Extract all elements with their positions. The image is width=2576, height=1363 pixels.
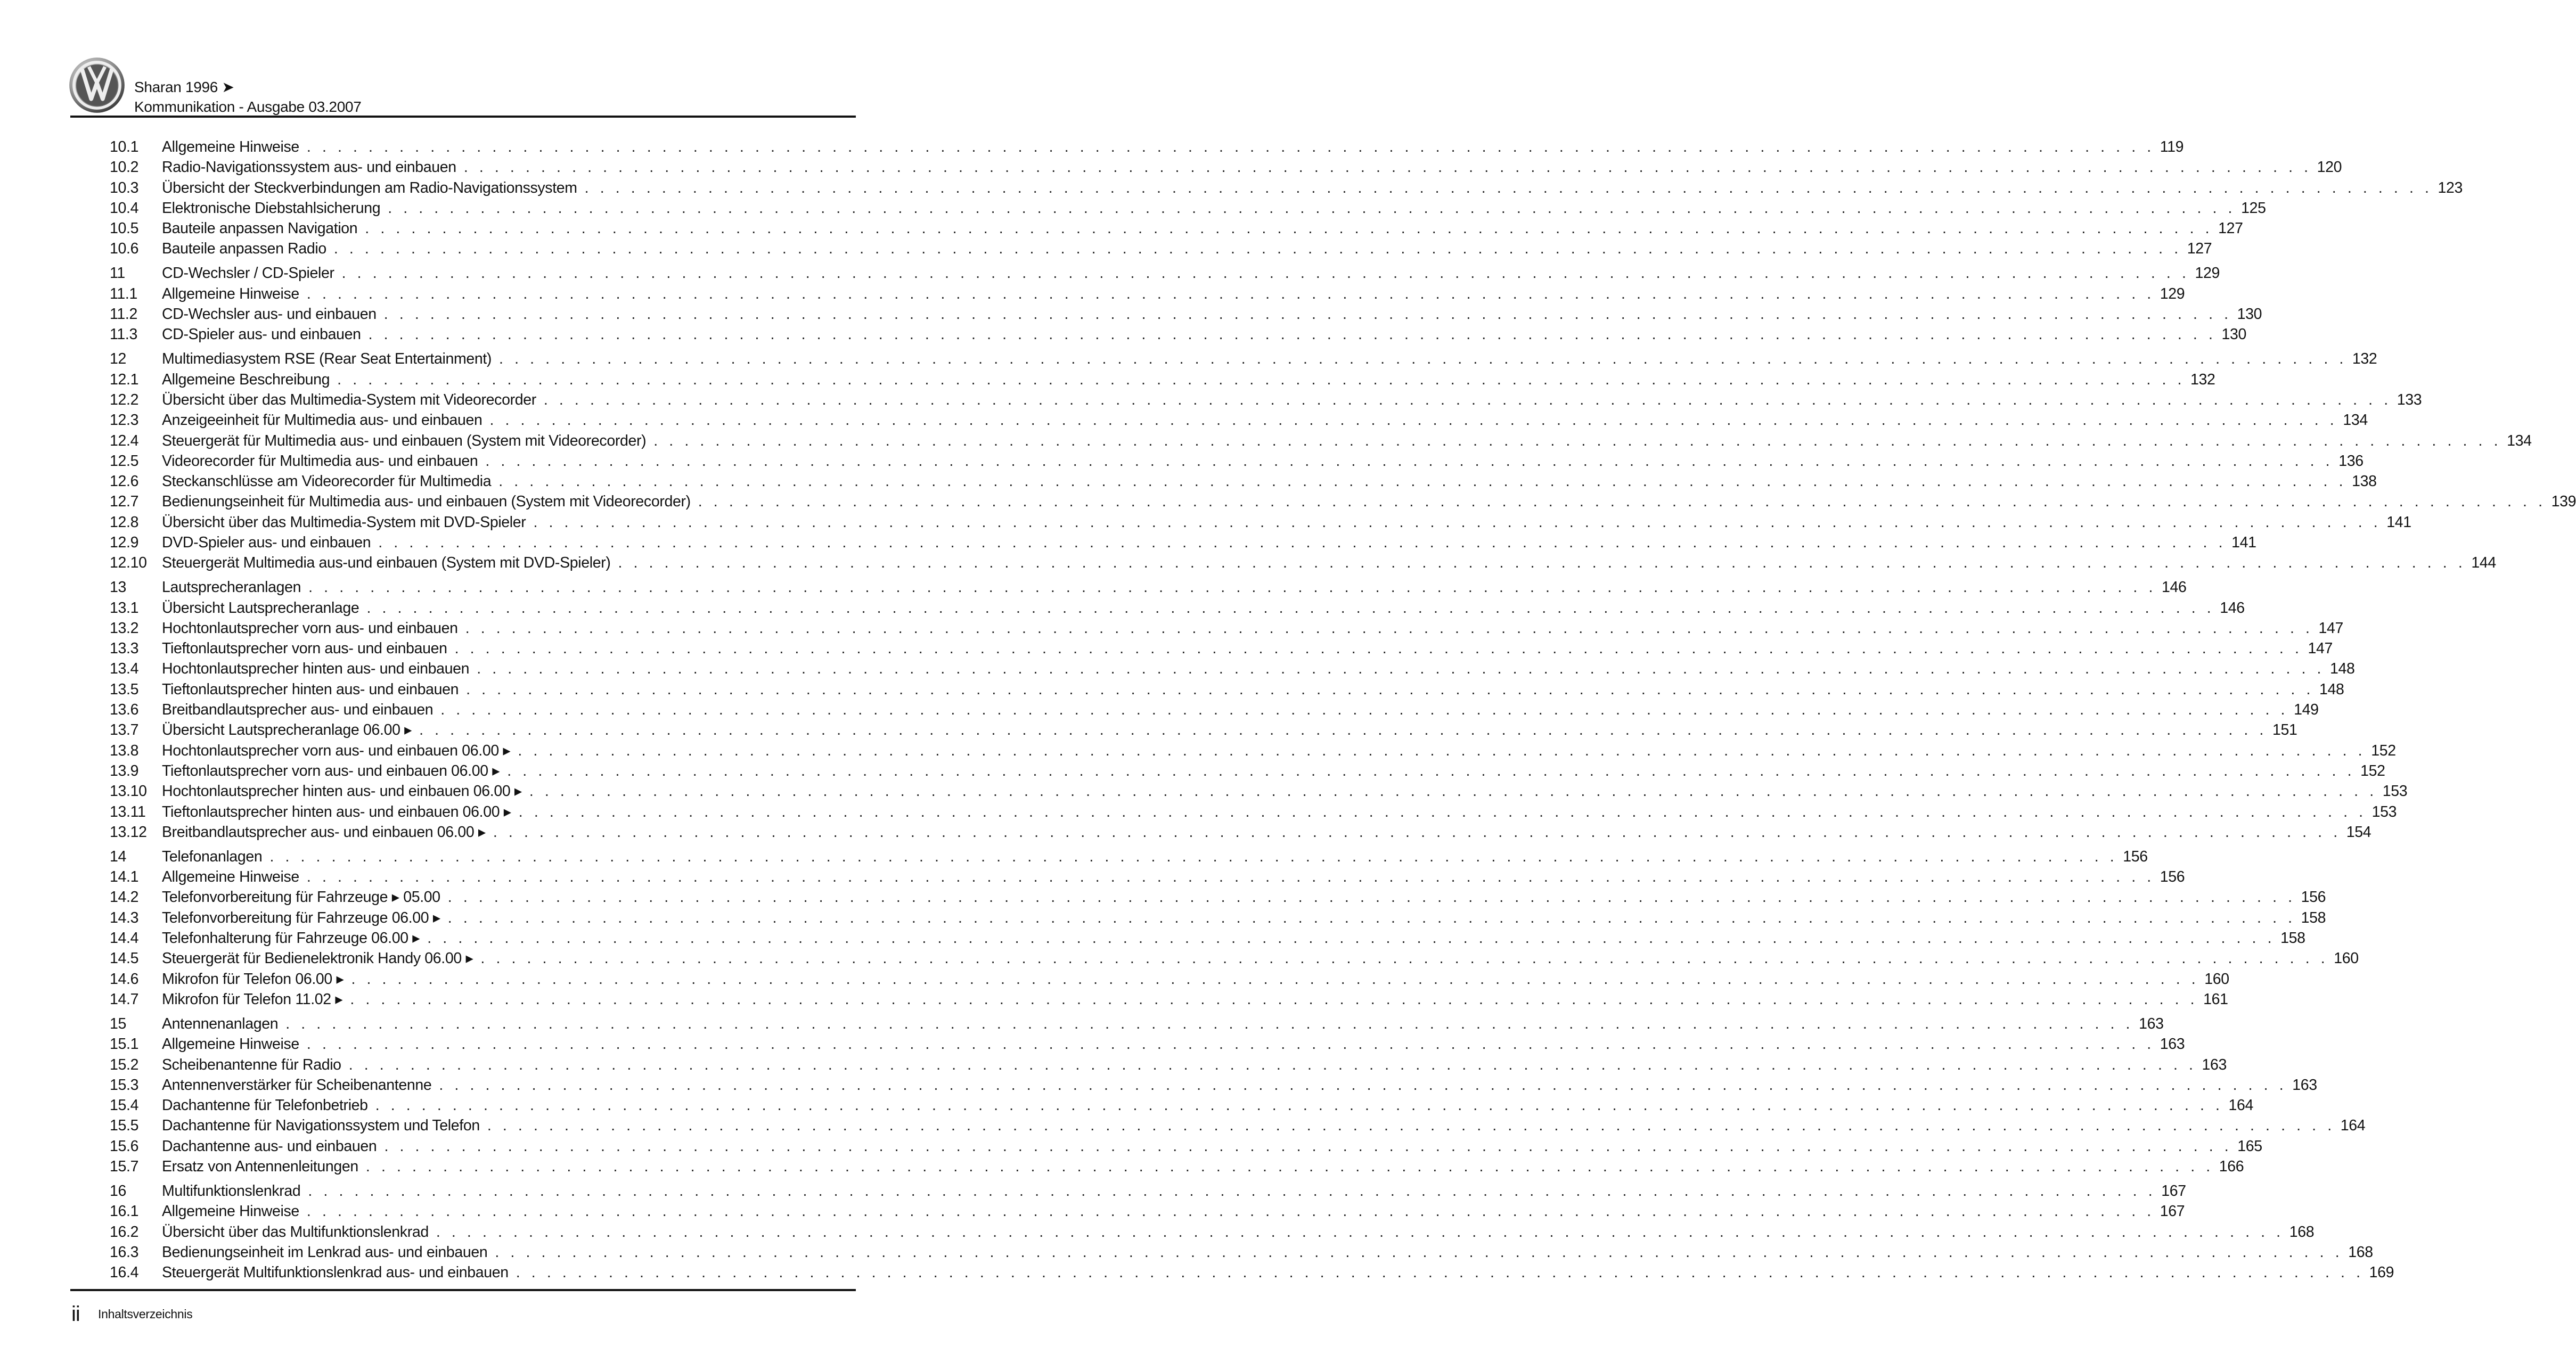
toc-entry[interactable] xyxy=(110,989,2228,1009)
toc-entry[interactable] xyxy=(110,491,2576,512)
toc-section-number: 16.4 xyxy=(110,1264,139,1282)
toc-section-number: 15.7 xyxy=(110,1157,139,1175)
toc-section-number: 15 xyxy=(110,1015,127,1032)
toc-section-title: Bedienungseinheit für Multimedia aus- und einbauen (System mit Videorecorder) xyxy=(162,493,691,511)
toc-entry[interactable] xyxy=(110,598,2245,618)
toc-entry[interactable] xyxy=(110,638,2333,659)
toc-section-number: 10.4 xyxy=(110,199,139,217)
page-number: ii xyxy=(71,1302,80,1326)
toc-section-title: Breitbandlautsprecher aus- und einbauen 06.00 ▸ xyxy=(162,823,486,841)
toc-section-title: Tieftonlautsprecher hinten aus- und einbauen 06.00 ▸ xyxy=(162,803,511,820)
toc-section-title: Bauteile anpassen Radio xyxy=(162,240,326,258)
toc-entry[interactable] xyxy=(110,390,2422,410)
toc-section-title: Ersatz von Antennenleitungen xyxy=(162,1157,358,1175)
toc-section-title: Übersicht der Steckverbindungen am Radio-Navigationssystem xyxy=(162,179,577,196)
toc-section-title: Übersicht Lautsprecheranlage 06.00 ▸ xyxy=(162,721,412,739)
dot-leader: . . . . . . . . . . . . . . . . . . . . . . . . . . . . . . . . . . . . . . . . . . . . . . . . . . . . . . . . . . . . . . . . . . . . . . . . . . . . . . . . . . . . . . . . . . . . . . . . . . . . . . . . . . . . . . . . . . . . . . . . xyxy=(516,1264,2364,1282)
dot-leader: . . . . . . . . . . . . . . . . . . . . . . . . . . . . . . . . . . . . . . . . . . . . . . . . . . . . . . . . . . . . . . . . . . . . . . . . . . . . . . . . . . . . . . . . . . . . . . . . . . . . . . . . . . . . . . . . . . . . . . . . xyxy=(365,1157,2214,1175)
toc-entry[interactable] xyxy=(110,720,2297,740)
toc-section-title: Allgemeine Beschreibung xyxy=(162,371,330,388)
toc-page-number: 138 xyxy=(2352,473,2377,490)
toc-page-number: 160 xyxy=(2204,970,2229,988)
toc-page-number: 158 xyxy=(2301,909,2326,926)
dot-leader: . . . . . . . . . . . . . . . . . . . . . . . . . . . . . . . . . . . . . . . . . . . . . . . . . . . . . . . . . . . . . . . . . . . . . . . . . . . . . . . . . . . . . . . . . . . . . . . . . . . . . . . . . . . . . . . . . . . . . . . . xyxy=(384,1137,2232,1155)
dot-leader: . . . . . . . . . . . . . . . . . . . . . . . . . . . . . . . . . . . . . . . . . . . . . . . . . . . . . . . . . . . . . . . . . . . . . . . . . . . . . . . . . . . . . . . . . . . . . . . . . . . . . . . . . . . . . . . . . . . . . . . . xyxy=(487,1117,2335,1135)
toc-page-number: 156 xyxy=(2160,868,2185,886)
toc-chapter-entry[interactable] xyxy=(110,1014,2164,1034)
toc-page-number: 132 xyxy=(2352,350,2377,368)
toc-page-number: 127 xyxy=(2187,240,2212,258)
toc-chapter-entry[interactable] xyxy=(110,1181,2186,1201)
toc-section-number: 14.4 xyxy=(110,930,139,947)
toc-section-title: Allgemeine Hinweise xyxy=(162,1203,299,1220)
toc-page-number: 163 xyxy=(2202,1056,2227,1073)
dot-leader: . . . . . . . . . . . . . . . . . . . . . . . . . . . . . . . . . . . . . . . . . . . . . . . . . . . . . . . . . . . . . . . . . . . . . . . . . . . . . . . . . . . . . . . . . . . . . . . . . . . . . . . . . . . . . . . . . . . . . . . . xyxy=(493,823,2341,841)
toc-section-number: 13.2 xyxy=(110,619,139,637)
dot-leader: . . . . . . . . . . . . . . . . . . . . . . . . . . . . . . . . . . . . . . . . . . . . . . . . . . . . . . . . . . . . . . . . . . . . . . . . . . . . . . . . . . . . . . . . . . . . . . . . . . . . . . . . . . . . . . . . . . . . . . . . xyxy=(350,990,2198,1008)
toc-section-title: Anzeigeeinheit für Multimedia aus- und einbauen xyxy=(162,412,483,429)
toc-section-number: 15.5 xyxy=(110,1117,139,1135)
toc-chapter-entry[interactable] xyxy=(110,349,2377,369)
toc-section-title: Übersicht über das Multimedia-System mit DVD-Spieler xyxy=(162,513,526,531)
toc-page-number: 148 xyxy=(2330,660,2355,678)
toc-section-number: 12.3 xyxy=(110,412,139,429)
dot-leader: . . . . . . . . . . . . . . . . . . . . . . . . . . . . . . . . . . . . . . . . . . . . . . . . . . . . . . . . . . . . . . . . . . . . . . . . . . . . . . . . . . . . . . . . . . . . . . . . . . . . . . . . . . . . . . . . . . . . . . . . xyxy=(375,1097,2223,1114)
toc-section-number: 14.5 xyxy=(110,950,139,967)
toc-section-number: 10.1 xyxy=(110,138,139,155)
toc-section-number: 10.3 xyxy=(110,179,139,196)
toc-section-number: 11.1 xyxy=(110,285,137,302)
toc-section-title: Allgemeine Hinweise xyxy=(162,868,299,886)
dot-leader: . . . . . . . . . . . . . . . . . . . . . . . . . . . . . . . . . . . . . . . . . . . . . . . . . . . . . . . . . . . . . . . . . . . . . . . . . . . . . . . . . . . . . . . . . . . . . . . . . . . . . . . . . . . . . . . . . . . . . . . . xyxy=(337,371,2186,388)
toc-section-number: 13.11 xyxy=(110,803,146,820)
toc-page-number: 133 xyxy=(2397,391,2422,408)
dot-leader: . . . . . . . . . . . . . . . . . . . . . . . . . . . . . . . . . . . . . . . . . . . . . . . . . . . . . . . . . . . . . . . . . . . . . . . . . . . . . . . . . . . . . . . . . . . . . . . . . . . . . . . . . . . . . . . . . . . . . . . . xyxy=(308,1182,2156,1200)
table-of-contents xyxy=(110,137,2576,1283)
toc-section-title: Hochtonlautsprecher vorn aus- und einbauen xyxy=(162,619,458,637)
toc-section-title: Hochtonlautsprecher hinten aus- und einbauen xyxy=(162,660,470,678)
dot-leader: . . . . . . . . . . . . . . . . . . . . . . . . . . . . . . . . . . . . . . . . . . . . . . . . . . . . . . . . . . . . . . . . . . . . . . . . . . . . . . . . . . . . . . . . . . . . . . . . . . . . . . . . . . . . . . . . . . . . . . . . xyxy=(518,803,2367,820)
dot-leader: . . . . . . . . . . . . . . . . . . . . . . . . . . . . . . . . . . . . . . . . . . . . . . . . . . . . . . . . . . . . . . . . . . . . . . . . . . . . . . . . . . . . . . . . . . . . . . . . . . . . . . . . . . . . . . . . . . . . . . . . xyxy=(341,265,2190,282)
dot-leader: . . . . . . . . . . . . . . . . . . . . . . . . . . . . . . . . . . . . . . . . . . . . . . . . . . . . . . . . . . . . . . . . . . . . . . . . . . . . . . . . . . . . . . . . . . . . . . . . . . . . . . . . . . . . . . . . . . . . . . . . xyxy=(507,762,2356,779)
toc-chapter-entry[interactable] xyxy=(110,263,2220,283)
toc-page-number: 147 xyxy=(2318,619,2344,637)
toc-section-number: 11 xyxy=(110,265,125,282)
toc-page-number: 119 xyxy=(2160,138,2184,155)
toc-page-number: 120 xyxy=(2317,159,2342,176)
toc-page-number: 154 xyxy=(2346,823,2371,841)
toc-entry[interactable] xyxy=(110,218,2243,239)
toc-section-title: Hochtonlautsprecher hinten aus- und einbauen 06.00 ▸ xyxy=(162,783,522,800)
toc-entry[interactable] xyxy=(110,451,2364,471)
dot-leader: . . . . . . . . . . . . . . . . . . . . . . . . . . . . . . . . . . . . . . . . . . . . . . . . . . . . . . . . . . . . . . . . . . . . . . . . . . . . . . . . . . . . . . . . . . . . . . . . . . . . . . . . . . . . . . . . . . . . . . . . xyxy=(465,619,2313,637)
toc-section-title: Steuergerät für Bedienelektronik Handy 06.00 ▸ xyxy=(162,950,473,967)
toc-section-number: 13.5 xyxy=(110,680,139,698)
toc-section-number: 12.5 xyxy=(110,452,139,470)
dot-leader: . . . . . . . . . . . . . . . . . . . . . . . . . . . . . . . . . . . . . . . . . . . . . . . . . . . . . . . . . . . . . . . . . . . . . . . . . . . . . . . . . . . . . . . . . . . . . . . . . . . . . . . . . . . . . . . . . . . . . . . . xyxy=(306,868,2155,886)
toc-section-number: 11.3 xyxy=(110,326,137,343)
toc-section-title: Steuergerät Multifunktionslenkrad aus- und einbauen xyxy=(162,1264,509,1282)
toc-chapter-entry[interactable] xyxy=(110,847,2148,867)
toc-entry[interactable] xyxy=(110,304,2262,324)
toc-entry[interactable] xyxy=(110,178,2463,198)
toc-entry[interactable] xyxy=(110,1034,2185,1054)
toc-entry[interactable] xyxy=(110,822,2371,842)
dot-leader: . . . . . . . . . . . . . . . . . . . . . . . . . . . . . . . . . . . . . . . . . . . . . . . . . . . . . . . . . . . . . . . . . . . . . . . . . . . . . . . . . . . . . . . . . . . . . . . . . . . . . . . . . . . . . . . . . . . . . . . . xyxy=(306,138,2155,155)
toc-entry[interactable] xyxy=(110,659,2355,679)
toc-page-number: 168 xyxy=(2348,1243,2373,1261)
toc-section-number: 15.3 xyxy=(110,1076,139,1094)
toc-section-title: Telefonvorbereitung für Fahrzeuge ▸ 05.00 xyxy=(162,889,440,906)
toc-entry[interactable] xyxy=(110,198,2266,218)
toc-section-title: Antennenanlagen xyxy=(162,1015,279,1032)
dot-leader: . . . . . . . . . . . . . . . . . . . . . . . . . . . . . . . . . . . . . . . . . . . . . . . . . . . . . . . . . . . . . . . . . . . . . . . . . . . . . . . . . . . . . . . . . . . . . . . . . . . . . . . . . . . . . . . . . . . . . . . . xyxy=(333,240,2182,258)
toc-section-number: 11.2 xyxy=(110,306,137,323)
toc-page-number: 144 xyxy=(2471,554,2496,572)
toc-page-number: 163 xyxy=(2292,1076,2317,1094)
dot-leader: . . . . . . . . . . . . . . . . . . . . . . . . . . . . . . . . . . . . . . . . . . . . . . . . . . . . . . . . . . . . . . . . . . . . . . . . . . . . . . . . . . . . . . . . . . . . . . . . . . . . . . . . . . . . . . . . . . . . . . . . xyxy=(447,909,2296,926)
toc-page-number: 127 xyxy=(2218,220,2243,237)
dot-leader: . . . . . . . . . . . . . . . . . . . . . . . . . . . . . . . . . . . . . . . . . . . . . . . . . . . . . . . . . . . . . . . . . . . . . . . . . . . . . . . . . . . . . . . . . . . . . . . . . . . . . . . . . . . . . . . . . . . . . . . . xyxy=(436,1223,2284,1241)
toc-section-title: Bedienungseinheit im Lenkrad aus- und einbauen xyxy=(162,1243,488,1261)
toc-section-title: Multifunktionslenkrad xyxy=(162,1182,301,1200)
toc-entry[interactable] xyxy=(110,781,2408,801)
toc-entry[interactable] xyxy=(110,532,2256,553)
toc-entry[interactable] xyxy=(110,741,2396,761)
toc-section-title: Tieftonlautsprecher vorn aus- und einbauen 06.00 ▸ xyxy=(162,762,500,779)
dot-leader: . . . . . . . . . . . . . . . . . . . . . . . . . . . . . . . . . . . . . . . . . . . . . . . . . . . . . . . . . . . . . . . . . . . . . . . . . . . . . . . . . . . . . . . . . . . . . . . . . . . . . . . . . . . . . . . . . . . . . . . . xyxy=(454,640,2303,658)
toc-section-title: Telefonvorbereitung für Fahrzeuge 06.00 ▸ xyxy=(162,909,440,926)
toc-entry[interactable] xyxy=(110,1262,2394,1283)
toc-entry[interactable] xyxy=(110,512,2411,532)
toc-entry[interactable] xyxy=(110,239,2212,259)
toc-entry[interactable] xyxy=(110,1095,2254,1115)
toc-section-title: Allgemeine Hinweise xyxy=(162,138,299,155)
toc-entry[interactable] xyxy=(110,867,2185,887)
dot-leader: . . . . . . . . . . . . . . . . . . . . . . . . . . . . . . . . . . . . . . . . . . . . . . . . . . . . . . . . . . . . . . . . . . . . . . . . . . . . . . . . . . . . . . . . . . . . . . . . . . . . . . . . . . . . . . . . . . . . . . . . xyxy=(269,848,2118,865)
toc-section-number: 16.1 xyxy=(110,1203,139,1220)
dot-leader: . . . . . . . . . . . . . . . . . . . . . . . . . . . . . . . . . . . . . . . . . . . . . . . . . . . . . . . . . . . . . . . . . . . . . . . . . . . . . . . . . . . . . . . . . . . . . . . . . . . . . . . . . . . . . . . . . . . . . . . . xyxy=(485,452,2334,470)
toc-section-number: 15.2 xyxy=(110,1056,139,1073)
vw-logo-icon xyxy=(68,56,126,114)
toc-section-title: Multimediasystem RSE (Rear Seat Entertainment) xyxy=(162,350,492,368)
toc-entry[interactable] xyxy=(110,370,2215,390)
document-subtitle: Kommunikation - Ausgabe 03.2007 xyxy=(134,98,362,115)
dot-leader: . . . . . . . . . . . . . . . . . . . . . . . . . . . . . . . . . . . . . . . . . . . . . . . . . . . . . . . . . . . . . . . . . . . . . . . . . . . . . . . . . . . . . . . . . . . . . . . . . . . . . . . . . . . . . . . . . . . . . . . . xyxy=(480,950,2329,967)
toc-section-title: Mikrofon für Telefon 06.00 ▸ xyxy=(162,970,344,988)
toc-page-number: 125 xyxy=(2241,199,2266,217)
toc-entry[interactable] xyxy=(110,948,2359,968)
toc-page-number: 169 xyxy=(2369,1264,2394,1282)
dot-leader: . . . . . . . . . . . . . . . . . . . . . . . . . . . . . . . . . . . . . . . . . . . . . . . . . . . . . . . . . . . . . . . . . . . . . . . . . . . . . . . . . . . . . . . . . . . . . . . . . . . . . . . . . . . . . . . . . . . . . . . . xyxy=(489,412,2338,429)
toc-page-number: 156 xyxy=(2301,889,2326,906)
toc-entry[interactable] xyxy=(110,1075,2317,1095)
dot-leader: . . . . . . . . . . . . . . . . . . . . . . . . . . . . . . . . . . . . . . . . . . . . . . . . . . . . . . . . . . . . . . . . . . . . . . . . . . . . . . . . . . . . . . . . . . . . . . . . . . . . . . . . . . . . . . . . . . . . . . . . xyxy=(466,680,2314,698)
toc-chapter-entry[interactable] xyxy=(110,577,2187,597)
toc-page-number: 129 xyxy=(2160,285,2185,302)
toc-section-title: Tieftonlautsprecher hinten aus- und einbauen xyxy=(162,680,459,698)
toc-page-number: 147 xyxy=(2308,640,2333,658)
toc-page-number: 163 xyxy=(2160,1036,2185,1053)
toc-section-title: Übersicht über das Multimedia-System mit Videorecorder xyxy=(162,391,536,408)
toc-section-number: 12.8 xyxy=(110,513,139,531)
toc-entry[interactable] xyxy=(110,324,2246,344)
toc-page-number: 146 xyxy=(2162,579,2187,596)
dot-leader: . . . . . . . . . . . . . . . . . . . . . . . . . . . . . . . . . . . . . . . . . . . . . . . . . . . . . . . . . . . . . . . . . . . . . . . . . . . . . . . . . . . . . . . . . . . . . . . . . . . . . . . . . . . . . . . . . . . . . . . . xyxy=(427,930,2276,947)
toc-section-number: 14.7 xyxy=(110,990,139,1008)
dot-leader: . . . . . . . . . . . . . . . . . . . . . . . . . . . . . . . . . . . . . . . . . . . . . . . . . . . . . . . . . . . . . . . . . . . . . . . . . . . . . . . . . . . . . . . . . . . . . . . . . . . . . . . . . . . . . . . . . . . . . . . . xyxy=(498,473,2347,490)
toc-entry[interactable] xyxy=(110,1201,2185,1221)
toc-entry[interactable] xyxy=(110,410,2368,430)
toc-section-number: 12.10 xyxy=(110,554,147,572)
toc-section-title: Lautsprecheranlagen xyxy=(162,579,301,596)
toc-page-number: 165 xyxy=(2237,1137,2262,1155)
toc-section-title: Elektronische Diebstahlsicherung xyxy=(162,199,381,217)
toc-page-number: 164 xyxy=(2340,1117,2366,1135)
toc-page-number: 161 xyxy=(2203,990,2228,1008)
toc-entry[interactable] xyxy=(110,1136,2262,1156)
toc-section-number: 15.6 xyxy=(110,1137,139,1155)
toc-section-title: DVD-Spieler aus- und einbauen xyxy=(162,534,371,552)
dot-leader: . . . . . . . . . . . . . . . . . . . . . . . . . . . . . . . . . . . . . . . . . . . . . . . . . . . . . . . . . . . . . . . . . . . . . . . . . . . . . . . . . . . . . . . . . . . . . . . . . . . . . . . . . . . . . . . . . . . . . . . . xyxy=(447,889,2296,906)
toc-section-title: Steckanschlüsse am Videorecorder für Multimedia xyxy=(162,473,492,490)
toc-section-number: 10.6 xyxy=(110,240,139,258)
dot-leader: . . . . . . . . . . . . . . . . . . . . . . . . . . . . . . . . . . . . . . . . . . . . . . . . . . . . . . . . . . . . . . . . . . . . . . . . . . . . . . . . . . . . . . . . . . . . . . . . . . . . . . . . . . . . . . . . . . . . . . . . xyxy=(366,599,2215,617)
toc-page-number: 160 xyxy=(2334,950,2359,967)
toc-section-number: 13.9 xyxy=(110,762,139,779)
toc-section-title: Bauteile anpassen Navigation xyxy=(162,220,358,237)
toc-section-title: Dachantenne für Telefonbetrieb xyxy=(162,1097,368,1114)
dot-leader: . . . . . . . . . . . . . . . . . . . . . . . . . . . . . . . . . . . . . . . . . . . . . . . . . . . . . . . . . . . . . . . . . . . . . . . . . . . . . . . . . . . . . . . . . . . . . . . . . . . . . . . . . . . . . . . . . . . . . . . . xyxy=(439,1076,2287,1094)
toc-section-number: 13.10 xyxy=(110,783,147,800)
toc-page-number: 141 xyxy=(2386,513,2411,531)
toc-section-title: Radio-Navigationssystem aus- und einbauen xyxy=(162,159,456,176)
toc-section-number: 13 xyxy=(110,579,127,596)
toc-section-number: 12.7 xyxy=(110,493,139,511)
toc-section-number: 13.6 xyxy=(110,701,139,719)
toc-entry[interactable] xyxy=(110,1156,2244,1177)
toc-entry[interactable] xyxy=(110,1055,2227,1075)
toc-section-title: CD-Wechsler aus- und einbauen xyxy=(162,306,377,323)
toc-section-title: Scheibenantenne für Radio xyxy=(162,1056,341,1073)
dot-leader: . . . . . . . . . . . . . . . . . . . . . . . . . . . . . . . . . . . . . . . . . . . . . . . . . . . . . . . . . . . . . . . . . . . . . . . . . . . . . . . . . . . . . . . . . . . . . . . . . . . . . . . . . . . . . . . . . . . . . . . . xyxy=(388,199,2236,217)
toc-page-number: 123 xyxy=(2438,179,2463,196)
toc-section-number: 10.2 xyxy=(110,159,139,176)
toc-page-number: 134 xyxy=(2507,432,2532,449)
toc-section-number: 14.2 xyxy=(110,889,139,906)
toc-page-number: 163 xyxy=(2139,1015,2164,1032)
toc-page-number: 146 xyxy=(2220,599,2245,617)
dot-leader: . . . . . . . . . . . . . . . . . . . . . . . . . . . . . . . . . . . . . . . . . . . . . . . . . . . . . . . . . . . . . . . . . . . . . . . . . . . . . . . . . . . . . . . . . . . . . . . . . . . . . . . . . . . . . . . . . . . . . . . . xyxy=(365,220,2213,237)
dot-leader: . . . . . . . . . . . . . . . . . . . . . . . . . . . . . . . . . . . . . . . . . . . . . . . . . . . . . . . . . . . . . . . . . . . . . . . . . . . . . . . . . . . . . . . . . . . . . . . . . . . . . . . . . . . . . . . . . . . . . . . . xyxy=(308,579,2156,596)
toc-entry[interactable] xyxy=(110,1242,2373,1262)
toc-section-title: Breitbandlautsprecher aus- und einbauen xyxy=(162,701,434,719)
toc-entry[interactable] xyxy=(110,969,2229,989)
toc-section-number: 13.12 xyxy=(110,823,147,841)
dot-leader: . . . . . . . . . . . . . . . . . . . . . . . . . . . . . . . . . . . . . . . . . . . . . . . . . . . . . . . . . . . . . . . . . . . . . . . . . . . . . . . . . . . . . . . . . . . . . . . . . . . . . . . . . . . . . . . . . . . . . . . . xyxy=(499,350,2347,368)
toc-section-title: Telefonhalterung für Fahrzeuge 06.00 ▸ xyxy=(162,930,420,947)
toc-section-title: Hochtonlautsprecher vorn aus- und einbauen 06.00 ▸ xyxy=(162,742,511,759)
toc-page-number: 141 xyxy=(2231,534,2256,552)
toc-entry[interactable] xyxy=(110,157,2342,177)
dot-leader: . . . . . . . . . . . . . . . . . . . . . . . . . . . . . . . . . . . . . . . . . . . . . . . . . . . . . . . . . . . . . . . . . . . . . . . . . . . . . . . . . . . . . . . . . . . . . . . . . . . . . . . . . . . . . . . . . . . . . . . . xyxy=(419,721,2267,739)
toc-section-number: 12.9 xyxy=(110,534,139,552)
toc-section-number: 15.1 xyxy=(110,1036,139,1053)
toc-entry[interactable] xyxy=(110,1115,2366,1136)
toc-section-title: Steuergerät für Multimedia aus- und einbauen (System mit Videorecorder) xyxy=(162,432,647,449)
dot-leader: . . . . . . . . . . . . . . . . . . . . . . . . . . . . . . . . . . . . . . . . . . . . . . . . . . . . . . . . . . . . . . . . . . . . . . . . . . . . . . . . . . . . . . . . . . . . . . . . . . . . . . . . . . . . . . . . . . . . . . . . xyxy=(351,970,2199,988)
dot-leader: . . . . . . . . . . . . . . . . . . . . . . . . . . . . . . . . . . . . . . . . . . . . . . . . . . . . . . . . . . . . . . . . . . . . . . . . . . . . . . . . . . . . . . . . . . . . . . . . . . . . . . . . . . . . . . . . . . . . . . . . xyxy=(495,1243,2343,1261)
toc-section-title: Telefonanlagen xyxy=(162,848,263,865)
toc-entry[interactable] xyxy=(110,802,2397,822)
toc-page-number: 166 xyxy=(2219,1157,2244,1175)
dot-leader: . . . . . . . . . . . . . . . . . . . . . . . . . . . . . . . . . . . . . . . . . . . . . . . . . . . . . . . . . . . . . . . . . . . . . . . . . . . . . . . . . . . . . . . . . . . . . . . . . . . . . . . . . . . . . . . . . . . . . . . . xyxy=(383,306,2232,323)
toc-section-title: Dachantenne für Navigationssystem und Telefon xyxy=(162,1117,480,1135)
toc-page-number: 132 xyxy=(2190,371,2215,388)
toc-section-title: Übersicht Lautsprecheranlage xyxy=(162,599,359,617)
dot-leader: . . . . . . . . . . . . . . . . . . . . . . . . . . . . . . . . . . . . . . . . . . . . . . . . . . . . . . . . . . . . . . . . . . . . . . . . . . . . . . . . . . . . . . . . . . . . . . . . . . . . . . . . . . . . . . . . . . . . . . . . xyxy=(543,391,2392,408)
toc-section-number: 13.4 xyxy=(110,660,139,678)
toc-section-title: CD-Spieler aus- und einbauen xyxy=(162,326,361,343)
toc-section-title: CD-Wechsler / CD-Spieler xyxy=(162,265,334,282)
toc-section-title: Antennenverstärker für Scheibenantenne xyxy=(162,1076,432,1094)
toc-section-title: Dachantenne aus- und einbauen xyxy=(162,1137,377,1155)
dot-leader: . . . . . . . . . . . . . . . . . . . . . . . . . . . . . . . . . . . . . . . . . . . . . . . . . . . . . . . . . . . . . . . . . . . . . . . . . . . . . . . . . . . . . . . . . . . . . . . . . . . . . . . . . . . . . . . . . . . . . . . . xyxy=(698,493,2546,511)
toc-section-number: 16.2 xyxy=(110,1223,139,1241)
toc-section-number: 14.6 xyxy=(110,970,139,988)
toc-entry[interactable] xyxy=(110,679,2344,700)
dot-leader: . . . . . . . . . . . . . . . . . . . . . . . . . . . . . . . . . . . . . . . . . . . . . . . . . . . . . . . . . . . . . . . . . . . . . . . . . . . . . . . . . . . . . . . . . . . . . . . . . . . . . . . . . . . . . . . . . . . . . . . . xyxy=(306,1203,2155,1220)
toc-section-number: 14.3 xyxy=(110,909,139,926)
toc-page-number: 134 xyxy=(2343,412,2368,429)
toc-entry[interactable] xyxy=(110,928,2305,948)
toc-entry[interactable] xyxy=(110,1222,2315,1242)
toc-page-number: 151 xyxy=(2272,721,2297,739)
footer-section-label: Inhaltsverzeichnis xyxy=(98,1307,193,1321)
toc-entry[interactable] xyxy=(110,137,2184,157)
toc-section-title: Mikrofon für Telefon 11.02 ▸ xyxy=(162,990,343,1008)
toc-page-number: 167 xyxy=(2160,1203,2185,1220)
toc-page-number: 139 xyxy=(2551,493,2576,511)
toc-section-number: 12 xyxy=(110,350,127,368)
toc-section-number: 14 xyxy=(110,848,127,865)
toc-section-number: 12.6 xyxy=(110,473,139,490)
dot-leader: . . . . . . . . . . . . . . . . . . . . . . . . . . . . . . . . . . . . . . . . . . . . . . . . . . . . . . . . . . . . . . . . . . . . . . . . . . . . . . . . . . . . . . . . . . . . . . . . . . . . . . . . . . . . . . . . . . . . . . . . xyxy=(368,326,2217,343)
toc-page-number: 153 xyxy=(2382,783,2408,800)
toc-page-number: 149 xyxy=(2294,701,2319,719)
dot-leader: . . . . . . . . . . . . . . . . . . . . . . . . . . . . . . . . . . . . . . . . . . . . . . . . . . . . . . . . . . . . . . . . . . . . . . . . . . . . . . . . . . . . . . . . . . . . . . . . . . . . . . . . . . . . . . . . . . . . . . . . xyxy=(306,285,2155,302)
dot-leader: . . . . . . . . . . . . . . . . . . . . . . . . . . . . . . . . . . . . . . . . . . . . . . . . . . . . . . . . . . . . . . . . . . . . . . . . . . . . . . . . . . . . . . . . . . . . . . . . . . . . . . . . . . . . . . . . . . . . . . . . xyxy=(306,1036,2155,1053)
toc-page-number: 130 xyxy=(2237,306,2262,323)
toc-page-number: 167 xyxy=(2161,1182,2186,1200)
toc-entry[interactable] xyxy=(110,908,2326,928)
toc-section-number: 12.4 xyxy=(110,432,139,449)
toc-entry[interactable] xyxy=(110,284,2185,304)
toc-page-number: 153 xyxy=(2371,803,2397,820)
toc-section-number: 13.1 xyxy=(110,599,139,617)
toc-entry[interactable] xyxy=(110,761,2385,781)
toc-entry[interactable] xyxy=(110,700,2319,720)
dot-leader: . . . . . . . . . . . . . . . . . . . . . . . . . . . . . . . . . . . . . . . . . . . . . . . . . . . . . . . . . . . . . . . . . . . . . . . . . . . . . . . . . . . . . . . . . . . . . . . . . . . . . . . . . . . . . . . . . . . . . . . . xyxy=(348,1056,2197,1073)
toc-section-title: Tieftonlautsprecher vorn aus- und einbauen xyxy=(162,640,447,658)
toc-page-number: 136 xyxy=(2338,452,2364,470)
toc-section-title: Videorecorder für Multimedia aus- und einbauen xyxy=(162,452,478,470)
toc-page-number: 158 xyxy=(2280,930,2305,947)
dot-leader: . . . . . . . . . . . . . . . . . . . . . . . . . . . . . . . . . . . . . . . . . . . . . . . . . . . . . . . . . . . . . . . . . . . . . . . . . . . . . . . . . . . . . . . . . . . . . . . . . . . . . . . . . . . . . . . . . . . . . . . . xyxy=(584,179,2433,196)
toc-page-number: 130 xyxy=(2221,326,2246,343)
toc-section-title: Übersicht über das Multifunktionslenkrad xyxy=(162,1223,429,1241)
toc-section-number: 15.4 xyxy=(110,1097,139,1114)
toc-section-number: 10.5 xyxy=(110,220,139,237)
dot-leader: . . . . . . . . . . . . . . . . . . . . . . . . . . . . . . . . . . . . . . . . . . . . . . . . . . . . . . . . . . . . . . . . . . . . . . . . . . . . . . . . . . . . . . . . . . . . . . . . . . . . . . . . . . . . . . . . . . . . . . . . xyxy=(653,432,2502,449)
toc-entry[interactable] xyxy=(110,618,2344,638)
toc-page-number: 156 xyxy=(2123,848,2148,865)
dot-leader: . . . . . . . . . . . . . . . . . . . . . . . . . . . . . . . . . . . . . . . . . . . . . . . . . . . . . . . . . . . . . . . . . . . . . . . . . . . . . . . . . . . . . . . . . . . . . . . . . . . . . . . . . . . . . . . . . . . . . . . . xyxy=(533,513,2382,531)
toc-section-number: 13.3 xyxy=(110,640,139,658)
toc-section-title: Allgemeine Hinweise xyxy=(162,285,299,302)
toc-page-number: 168 xyxy=(2289,1223,2315,1241)
toc-section-number: 14.1 xyxy=(110,868,139,886)
dot-leader: . . . . . . . . . . . . . . . . . . . . . . . . . . . . . . . . . . . . . . . . . . . . . . . . . . . . . . . . . . . . . . . . . . . . . . . . . . . . . . . . . . . . . . . . . . . . . . . . . . . . . . . . . . . . . . . . . . . . . . . . xyxy=(463,159,2312,176)
dot-leader: . . . . . . . . . . . . . . . . . . . . . . . . . . . . . . . . . . . . . . . . . . . . . . . . . . . . . . . . . . . . . . . . . . . . . . . . . . . . . . . . . . . . . . . . . . . . . . . . . . . . . . . . . . . . . . . . . . . . . . . . xyxy=(378,534,2227,552)
toc-section-title: Steuergerät Multimedia aus-und einbauen (System mit DVD-Spieler) xyxy=(162,554,611,572)
toc-section-number: 13.8 xyxy=(110,742,139,759)
toc-section-number: 12.1 xyxy=(110,371,139,388)
toc-section-number: 13.7 xyxy=(110,721,139,739)
toc-section-number: 16.3 xyxy=(110,1243,139,1261)
toc-section-number: 12.2 xyxy=(110,391,139,408)
dot-leader: . . . . . . . . . . . . . . . . . . . . . . . . . . . . . . . . . . . . . . . . . . . . . . . . . . . . . . . . . . . . . . . . . . . . . . . . . . . . . . . . . . . . . . . . . . . . . . . . . . . . . . . . . . . . . . . . . . . . . . . . xyxy=(285,1015,2134,1032)
toc-section-title: Allgemeine Hinweise xyxy=(162,1036,299,1053)
toc-section-number: 16 xyxy=(110,1182,127,1200)
toc-page-number: 152 xyxy=(2371,742,2396,759)
dot-leader: . . . . . . . . . . . . . . . . . . . . . . . . . . . . . . . . . . . . . . . . . . . . . . . . . . . . . . . . . . . . . . . . . . . . . . . . . . . . . . . . . . . . . . . . . . . . . . . . . . . . . . . . . . . . . . . . . . . . . . . . xyxy=(529,783,2377,800)
toc-page-number: 148 xyxy=(2319,680,2344,698)
model-title: Sharan 1996 ➤ xyxy=(134,79,234,95)
dot-leader: . . . . . . . . . . . . . . . . . . . . . . . . . . . . . . . . . . . . . . . . . . . . . . . . . . . . . . . . . . . . . . . . . . . . . . . . . . . . . . . . . . . . . . . . . . . . . . . . . . . . . . . . . . . . . . . . . . . . . . . . xyxy=(477,660,2325,678)
toc-entry[interactable] xyxy=(110,471,2377,491)
header-divider xyxy=(70,116,856,118)
toc-entry[interactable] xyxy=(110,431,2532,451)
footer-divider xyxy=(70,1289,856,1291)
dot-leader: . . . . . . . . . . . . . . . . . . . . . . . . . . . . . . . . . . . . . . . . . . . . . . . . . . . . . . . . . . . . . . . . . . . . . . . . . . . . . . . . . . . . . . . . . . . . . . . . . . . . . . . . . . . . . . . . . . . . . . . . xyxy=(618,554,2466,572)
toc-entry[interactable] xyxy=(110,553,2496,573)
dot-leader: . . . . . . . . . . . . . . . . . . . . . . . . . . . . . . . . . . . . . . . . . . . . . . . . . . . . . . . . . . . . . . . . . . . . . . . . . . . . . . . . . . . . . . . . . . . . . . . . . . . . . . . . . . . . . . . . . . . . . . . . xyxy=(440,701,2289,719)
toc-page-number: 152 xyxy=(2360,762,2385,779)
dot-leader: . . . . . . . . . . . . . . . . . . . . . . . . . . . . . . . . . . . . . . . . . . . . . . . . . . . . . . . . . . . . . . . . . . . . . . . . . . . . . . . . . . . . . . . . . . . . . . . . . . . . . . . . . . . . . . . . . . . . . . . . xyxy=(518,742,2366,759)
toc-page-number: 164 xyxy=(2228,1097,2254,1114)
toc-page-number: 129 xyxy=(2195,265,2220,282)
toc-entry[interactable] xyxy=(110,887,2326,907)
